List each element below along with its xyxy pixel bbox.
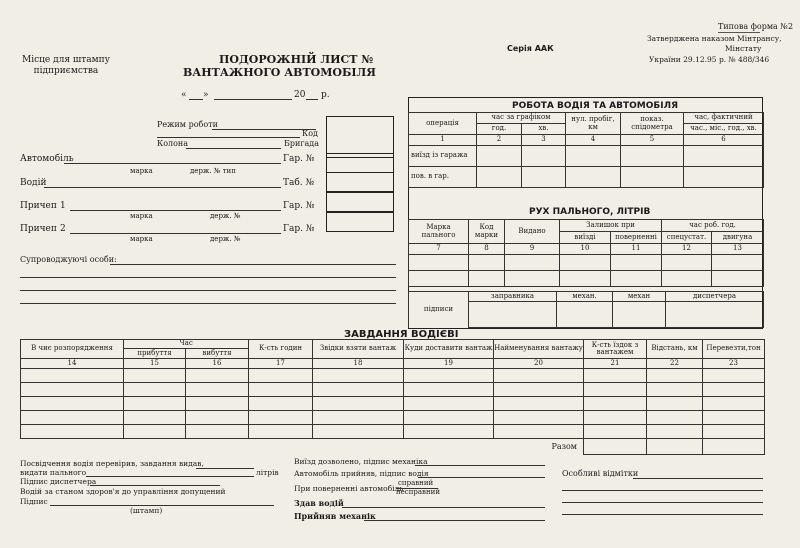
work-cell[interactable] <box>522 146 566 167</box>
column-line[interactable] <box>186 148 281 149</box>
task-cell[interactable] <box>186 383 249 397</box>
task-num: 20 <box>494 359 584 369</box>
footer-dispatcher-line[interactable] <box>90 485 220 486</box>
notes-line3[interactable] <box>562 502 763 503</box>
task-col-departure: вибуття <box>186 349 249 359</box>
task-num: 22 <box>647 359 703 369</box>
task-cell[interactable] <box>584 369 647 383</box>
footer-handed: Здав водій <box>294 498 344 508</box>
task-cell[interactable] <box>186 425 249 439</box>
task-cell[interactable] <box>647 411 703 425</box>
fuel-col-return: поверненні <box>611 232 662 244</box>
car-plate-hint: держ. № тип <box>190 167 236 175</box>
escort-line4[interactable] <box>20 303 396 304</box>
fuel-num: 11 <box>611 244 662 255</box>
stamp-place-line2: підприємства <box>33 65 99 76</box>
fuel-num: 13 <box>712 244 764 255</box>
mode-line[interactable] <box>212 129 316 130</box>
task-cell[interactable] <box>494 369 584 383</box>
footer-signature-line[interactable] <box>50 505 274 506</box>
task-cell[interactable] <box>21 411 124 425</box>
task-cell[interactable] <box>186 369 249 383</box>
task-cell[interactable] <box>313 397 404 411</box>
task-cell[interactable] <box>21 383 124 397</box>
fuel-col-special: спецустат. <box>662 232 712 244</box>
footer-mechanic-line[interactable] <box>364 520 545 521</box>
work-cell[interactable] <box>477 146 522 167</box>
footer-fuel: видати пального <box>20 468 87 477</box>
work-col-minutes: хв. <box>522 124 566 135</box>
code-box[interactable] <box>326 116 394 158</box>
work-col-zero-run: нул. пробіг, км <box>566 113 621 135</box>
task-cell[interactable] <box>249 411 313 425</box>
escort-line3[interactable] <box>20 290 396 291</box>
work-num: 2 <box>477 135 522 146</box>
trailer1-gar-label: Гар. № <box>283 201 315 211</box>
total-tons[interactable] <box>703 439 765 455</box>
sig-dispatcher-cell[interactable] <box>666 302 764 328</box>
trailer1-brand-hint: марка <box>130 212 153 220</box>
task-cell[interactable] <box>494 397 584 411</box>
notes-line1[interactable] <box>633 478 763 479</box>
trailer2-plate-hint: держ. № <box>210 235 241 243</box>
date-open: « <box>181 90 187 100</box>
car-label: Автомобіль <box>20 154 74 164</box>
task-col-distance: Відстань, км <box>647 340 703 359</box>
footer-handed-line[interactable] <box>342 507 545 508</box>
form-title-line2: ВАНТАЖНОГО АВТОМОБІЛЯ <box>183 66 376 79</box>
work-col-actual: час, фактичний <box>684 113 764 124</box>
form-title-line1: ПОДОРОЖНІЙ ЛИСТ № <box>219 53 374 66</box>
work-cell[interactable] <box>684 146 764 167</box>
total-rides[interactable] <box>584 439 647 455</box>
fuel-num: 12 <box>662 244 712 255</box>
task-table <box>20 339 765 455</box>
footer-working[interactable]: справний <box>398 479 434 487</box>
task-cell[interactable] <box>703 411 765 425</box>
fuel-col-engine: двигуна <box>712 232 764 244</box>
task-cell[interactable] <box>124 411 186 425</box>
work-col-operation: операція <box>409 113 477 135</box>
notes-line2[interactable] <box>562 490 763 491</box>
task-cell[interactable] <box>494 383 584 397</box>
escort-line1[interactable] <box>110 264 396 265</box>
fuel-col-brand: Марка пального <box>409 220 469 244</box>
task-num: 18 <box>313 359 404 369</box>
task-cell[interactable] <box>313 425 404 439</box>
car-gar-box[interactable] <box>326 153 394 173</box>
task-col-rides: К-сть їздок з вантажем <box>584 340 647 359</box>
work-col-schedule: час за графіком <box>477 113 566 124</box>
fuel-cell[interactable] <box>409 271 469 287</box>
task-cell[interactable] <box>703 383 765 397</box>
task-cell[interactable] <box>404 369 494 383</box>
fuel-table <box>408 219 764 287</box>
footer-accepted-line[interactable] <box>418 477 545 478</box>
trailer1-plate-hint: держ. № <box>210 212 241 220</box>
footer-liters: літрів <box>256 468 279 477</box>
fuel-cell[interactable] <box>469 255 505 271</box>
trailer2-num: 2 <box>60 224 66 234</box>
task-num: 21 <box>584 359 647 369</box>
task-cell[interactable] <box>647 369 703 383</box>
task-cell[interactable] <box>584 411 647 425</box>
trailer2-line[interactable] <box>70 233 281 234</box>
task-cell[interactable] <box>404 411 494 425</box>
date-suffix: р. <box>321 90 330 100</box>
work-col-hours: год. <box>477 124 522 135</box>
date-close: » <box>203 90 209 100</box>
task-cell[interactable] <box>313 383 404 397</box>
sig-mech2-label: механ <box>613 292 666 302</box>
trailer1-line[interactable] <box>70 210 281 211</box>
total-distance[interactable] <box>647 439 703 455</box>
footer-health: Водій за станом здоров'я до управління допущений <box>20 487 226 496</box>
trailer2-label: Причеп <box>20 224 57 234</box>
task-col-trips: К-сть годин <box>249 340 313 359</box>
task-cell[interactable] <box>249 369 313 383</box>
fuel-cell[interactable] <box>505 271 560 287</box>
work-section-title: РОБОТА ВОДІЯ ТА АВТОМОБІЛЯ <box>512 101 679 111</box>
task-cell[interactable] <box>186 411 249 425</box>
approved-date: України 29.12.95 р. № 488/346 <box>649 55 770 64</box>
task-cell[interactable] <box>21 425 124 439</box>
work-cell[interactable] <box>566 146 621 167</box>
stamp-place-line1: Місце для штампу <box>22 55 110 65</box>
work-num: 1 <box>409 135 477 146</box>
series-label: Серія ААК <box>507 44 554 53</box>
driver-tab-label: Таб. № <box>283 178 315 188</box>
work-num: 4 <box>566 135 621 146</box>
footer-broken[interactable]: несправний <box>396 488 440 496</box>
car-brand-hint: марка <box>130 167 153 175</box>
sig-refueler-label: заправника <box>469 292 557 302</box>
sig-mech2-cell[interactable] <box>613 302 666 328</box>
trailer1-num: 1 <box>60 201 66 211</box>
work-num: 6 <box>684 135 764 146</box>
code-line[interactable] <box>157 137 300 138</box>
footer-on-return: При поверненні автомобіль <box>294 484 404 493</box>
task-num: 14 <box>21 359 124 369</box>
task-col-from: Звідки взяти вантаж <box>313 340 404 359</box>
escort-label: Супроводжуючі особи: <box>20 255 117 264</box>
signatures-label: підписи <box>409 292 469 328</box>
task-cell[interactable] <box>703 425 765 439</box>
fuel-col-departure: виїзді <box>560 232 611 244</box>
footer-exit-allowed: Виїзд дозволено, підпис механіка <box>294 457 428 466</box>
approved-line1: Затверджена наказом Мінтрансу, <box>647 34 782 43</box>
trailer2-gar-label: Гар. № <box>283 224 315 234</box>
fuel-cell[interactable] <box>712 271 764 287</box>
task-cell[interactable] <box>124 425 186 439</box>
fuel-col-code: Код марки <box>469 220 505 244</box>
footer-stamp: (штамп) <box>130 506 163 515</box>
sig-mech1-cell[interactable] <box>557 302 613 328</box>
sig-mech1-label: механ. <box>557 292 613 302</box>
fuel-cell[interactable] <box>712 255 764 271</box>
fuel-cell[interactable] <box>505 255 560 271</box>
work-row-return: пов. в гар. <box>409 167 477 188</box>
footer-fuel-line[interactable] <box>86 476 254 477</box>
task-cell[interactable] <box>647 397 703 411</box>
total-label: Разом <box>21 439 584 455</box>
footer-exit-line[interactable] <box>415 465 545 466</box>
task-col-disposal: В чиє розпорядження <box>21 340 124 359</box>
task-cell[interactable] <box>124 397 186 411</box>
work-cell[interactable] <box>566 167 621 188</box>
task-cell[interactable] <box>494 411 584 425</box>
work-cell[interactable] <box>522 167 566 188</box>
fuel-num: 7 <box>409 244 469 255</box>
task-col-cargo: Найменування вантажу <box>494 340 584 359</box>
fuel-num: 10 <box>560 244 611 255</box>
fuel-cell[interactable] <box>662 271 712 287</box>
footer-car-accepted: Автомобіль прийняв, підпис водія <box>294 469 429 478</box>
task-num: 17 <box>249 359 313 369</box>
footer-notes: Особливі відмітки <box>562 469 639 478</box>
task-cell[interactable] <box>21 397 124 411</box>
task-col-tons: Перевезти,тон <box>703 340 765 359</box>
sig-refueler-cell[interactable] <box>469 302 557 328</box>
footer-issued-line[interactable] <box>196 468 254 469</box>
fuel-cell[interactable] <box>560 255 611 271</box>
task-cell[interactable] <box>313 369 404 383</box>
car-line[interactable] <box>64 163 281 164</box>
fuel-col-work-time: час роб. год. <box>662 220 764 232</box>
footer-dispatcher: Підпис диспетчера <box>20 477 97 486</box>
fuel-cell[interactable] <box>662 255 712 271</box>
fuel-cell[interactable] <box>611 271 662 287</box>
notes-line4[interactable] <box>562 514 763 515</box>
task-cell[interactable] <box>313 411 404 425</box>
brigade-label: Бригада <box>284 139 319 148</box>
task-cell[interactable] <box>21 369 124 383</box>
driver-line[interactable] <box>44 187 281 188</box>
trailer1-gar-box[interactable] <box>326 192 394 212</box>
task-num: 15 <box>124 359 186 369</box>
car-gar-label: Гар. № <box>283 154 315 164</box>
date-year: 20 <box>294 90 306 100</box>
fuel-cell[interactable] <box>611 255 662 271</box>
task-cell[interactable] <box>404 383 494 397</box>
footer-signature: Підпис <box>20 497 48 506</box>
task-section-title: ЗАВДАННЯ ВОДІЄВІ <box>344 329 459 340</box>
fuel-num: 8 <box>469 244 505 255</box>
fuel-signatures-table <box>408 291 764 328</box>
work-num: 3 <box>522 135 566 146</box>
sig-dispatcher-label: диспетчера <box>666 292 764 302</box>
task-cell[interactable] <box>584 383 647 397</box>
mode-label: Режим роботи <box>157 120 218 129</box>
fuel-cell[interactable] <box>469 271 505 287</box>
work-cell[interactable] <box>621 167 684 188</box>
work-col-odometer: показ. спідометра <box>621 113 684 135</box>
footer-accepted: Прийняв механік <box>294 511 376 521</box>
task-cell[interactable] <box>584 425 647 439</box>
task-cell[interactable] <box>647 383 703 397</box>
escort-line2[interactable] <box>20 277 396 278</box>
task-cell[interactable] <box>647 425 703 439</box>
work-table <box>408 112 764 188</box>
work-cell[interactable] <box>621 146 684 167</box>
footer-issued: Посвідчення водія перевірив, завдання видав, <box>20 459 204 468</box>
form-type-label: Типова форма №2 <box>718 22 794 31</box>
work-row-out: виїзд із гаража <box>409 146 477 167</box>
task-cell[interactable] <box>249 383 313 397</box>
driver-label: Водій <box>20 178 47 188</box>
task-cell[interactable] <box>404 425 494 439</box>
driver-tab-box[interactable] <box>326 172 394 192</box>
task-cell[interactable] <box>494 425 584 439</box>
fuel-section-title: РУХ ПАЛЬНОГО, ЛІТРІВ <box>529 207 651 217</box>
fuel-col-issued: Видано <box>505 220 560 244</box>
task-cell[interactable] <box>249 425 313 439</box>
trailer1-label: Причеп <box>20 201 57 211</box>
stamp-place-label <box>22 55 110 77</box>
task-col-arrival: прибуття <box>124 349 186 359</box>
column-label: Колона <box>157 139 189 148</box>
task-cell[interactable] <box>703 369 765 383</box>
task-cell[interactable] <box>249 397 313 411</box>
task-cell[interactable] <box>124 369 186 383</box>
fuel-cell[interactable] <box>409 255 469 271</box>
code-label: Код <box>302 129 318 138</box>
fuel-cell[interactable] <box>560 271 611 287</box>
work-cell[interactable] <box>477 167 522 188</box>
fuel-col-remain: Залишок при <box>560 220 662 232</box>
task-num: 23 <box>703 359 765 369</box>
task-cell[interactable] <box>404 397 494 411</box>
approved-line2: Мінстату <box>725 44 762 53</box>
work-col-actual-sub: час., міс., год., хв. <box>684 124 764 135</box>
work-num: 5 <box>621 135 684 146</box>
task-num: 16 <box>186 359 249 369</box>
task-cell[interactable] <box>124 383 186 397</box>
work-cell[interactable] <box>684 167 764 188</box>
task-cell[interactable] <box>703 397 765 411</box>
task-cell[interactable] <box>186 397 249 411</box>
task-col-to: Куди доставити вантаж <box>404 340 494 359</box>
trailer2-brand-hint: марка <box>130 235 153 243</box>
fuel-num: 9 <box>505 244 560 255</box>
task-col-time: Час <box>124 340 249 349</box>
task-cell[interactable] <box>584 397 647 411</box>
task-num: 19 <box>404 359 494 369</box>
trailer2-gar-box[interactable] <box>326 212 394 232</box>
